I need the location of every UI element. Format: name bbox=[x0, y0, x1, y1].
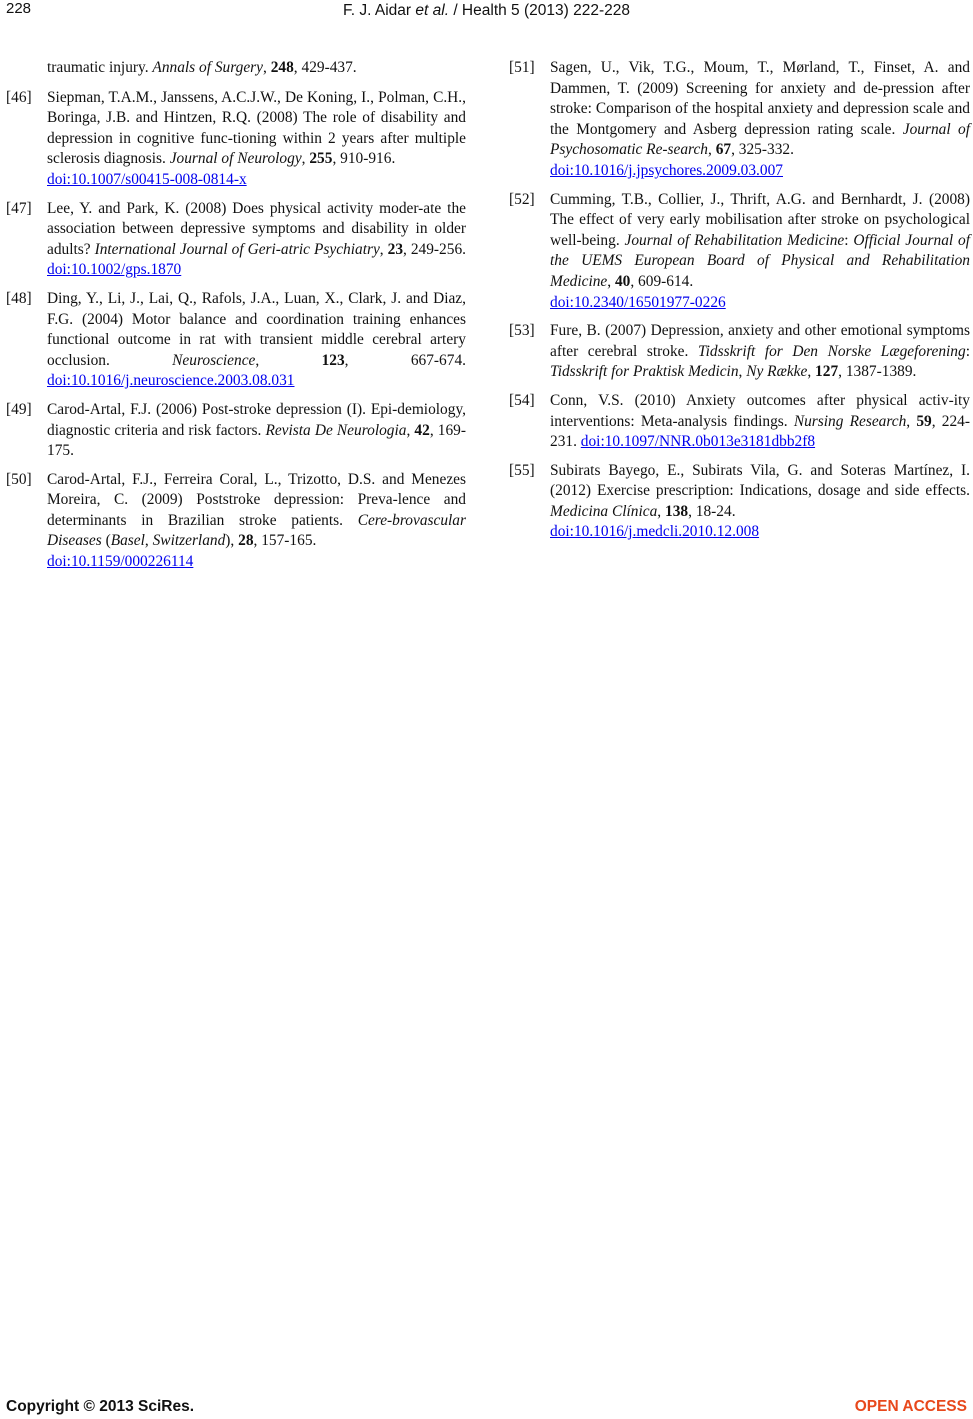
ref-number: [46] bbox=[6, 88, 32, 106]
right-column bbox=[509, 58, 970, 551]
ref-journal: Journal of Rehabilitation Medicine bbox=[624, 231, 845, 249]
ref-sep: , bbox=[379, 240, 388, 258]
doi-link[interactable]: doi:10.1097/NNR.0b013e3181dbb2f8 bbox=[580, 433, 816, 451]
ref-number: [51] bbox=[509, 59, 535, 76]
ref-number: [53] bbox=[509, 322, 535, 340]
ref-sep: , bbox=[738, 363, 747, 381]
ref-text: Siepman, T.A.M., Janssens, A.C.J.W., De Koning, I., Polman, C.H., Boringa, J.B. and Hintzen, R.Q. (2008) The role of disability and depression in cognitive func-tioning within 2 years after multiple sclerosis diagnosis. bbox=[47, 88, 466, 168]
ref-text: Sagen, U., Vik, T.G., Moum, T., Mørland, T., Finset, A. and Dammen, T. (2009) Screening for anxiety and de-pression after stroke: Comparison of the hospital anxiety and depression scale and the Montgomery and Asberg depression rating scale. bbox=[550, 59, 970, 138]
ref-number: [48] bbox=[6, 289, 32, 307]
ref-journal: Cere-brovascular Diseases bbox=[47, 511, 466, 550]
ref-sep: , bbox=[255, 351, 322, 369]
ref-pages: , 609-614. bbox=[630, 272, 694, 290]
ref-pages: , 667-674. bbox=[344, 351, 466, 369]
ref-sep: , bbox=[708, 141, 716, 159]
ref-sep: , bbox=[807, 363, 816, 381]
ref-volume: 59 bbox=[916, 412, 932, 430]
doi-link[interactable]: doi:10.1002/gps.1870 bbox=[47, 261, 182, 279]
ref-sep: , bbox=[144, 532, 153, 550]
ref-sep: : bbox=[844, 231, 854, 249]
ref-sep: , bbox=[657, 502, 665, 520]
ref-sep: , bbox=[906, 412, 917, 430]
ref-volume: 127 bbox=[815, 363, 839, 381]
ref-text: Cumming, T.B., Collier, J., Thrift, A.G. and Bernhardt, J. (2008) The effect of very early mobilisation after stroke on psychological well-being. bbox=[550, 190, 970, 249]
doi-link[interactable]: doi:10.1159/000226114 bbox=[47, 553, 194, 571]
ref-text: traumatic injury. bbox=[47, 59, 153, 76]
ref-pages: , 429-437. bbox=[293, 59, 357, 76]
ref-volume: 138 bbox=[665, 502, 689, 520]
ref-journal: Neuroscience bbox=[172, 351, 256, 369]
ref-journal: Tidsskrift for Praktisk Medicin bbox=[550, 363, 739, 381]
ref-text: Subirats Bayego, E., Subirats Vila, G. and Soteras Martínez, I. (2012) Exercise prescription: Indications, dosage and side effects. bbox=[550, 461, 970, 500]
ref-number: [49] bbox=[6, 400, 32, 418]
ref-journal: Journal of Neurology bbox=[169, 150, 302, 168]
doi-link[interactable]: doi:10.1016/j.neuroscience.2003.08.031 bbox=[47, 372, 295, 390]
ref-number: [52] bbox=[509, 190, 535, 208]
doi-link[interactable]: doi:10.2340/16501977-0226 bbox=[550, 293, 726, 311]
reference-49 bbox=[6, 400, 466, 462]
ref-pages: , 224-231. bbox=[550, 412, 970, 451]
ref-text: Carod-Artal, F.J. (2006) Post-stroke depression (I). Epi-demiology, diagnostic criteria and risk factors. bbox=[47, 400, 466, 439]
reference-54 bbox=[509, 391, 970, 453]
header-journal-info: / Health 5 (2013) 222-228 bbox=[449, 2, 630, 19]
ref-journal: Tidsskrift for Den Norske Lægeforening bbox=[697, 342, 966, 360]
doi-link[interactable]: doi:10.1016/j.medcli.2010.12.008 bbox=[550, 523, 760, 541]
ref-number: [55] bbox=[509, 461, 535, 479]
ref-journal: Official Journal of the UEMS European Board of Physical and Rehabilitation Medicine bbox=[550, 231, 971, 290]
reference-51 bbox=[509, 58, 970, 182]
header-etal: et al. bbox=[415, 2, 450, 19]
ref-sep: , bbox=[607, 272, 615, 290]
ref-volume: 28 bbox=[238, 532, 254, 550]
reference-50 bbox=[6, 470, 466, 573]
ref-journal: Annals of Surgery bbox=[152, 59, 263, 76]
reference-53 bbox=[509, 321, 970, 383]
ref-volume: 42 bbox=[414, 421, 430, 439]
reference-48 bbox=[6, 289, 466, 392]
ref-journal: Ny Række bbox=[746, 363, 808, 381]
ref-text: Ding, Y., Li, J., Lai, Q., Rafols, J.A., Luan, X., Clark, J. and Diaz, F.G. (2004) Motor balance and coordination training enhances functional outcome in rat with transient middle cerebral artery occlusion. bbox=[47, 289, 466, 369]
ref-text: Lee, Y. and Park, K. (2008) Does physical activity moder-ate the association between depressive symptoms and disability in older adults? bbox=[47, 199, 466, 258]
ref-volume: 255 bbox=[309, 150, 333, 168]
ref-place: Basel bbox=[110, 532, 145, 550]
doi-link[interactable]: doi:10.1016/j.jpsychores.2009.03.007 bbox=[550, 161, 783, 179]
ref-journal: Revista De Neurologia bbox=[265, 421, 407, 439]
ref-journal: Nursing Research bbox=[793, 412, 907, 430]
reference-55 bbox=[509, 461, 970, 543]
ref-pages: , 910-916. bbox=[332, 150, 396, 168]
ref-volume: 23 bbox=[387, 240, 404, 258]
footer-copyright: Copyright © 2013 SciRes. bbox=[6, 1398, 195, 1415]
ref-sep: ), bbox=[225, 532, 239, 550]
ref-sep: , bbox=[263, 59, 271, 76]
ref-sep: : bbox=[965, 342, 970, 360]
reference-46 bbox=[6, 88, 466, 191]
reference-47 bbox=[6, 199, 466, 281]
ref-journal: Journal of Psychosomatic Re-search bbox=[550, 120, 970, 159]
ref-sep: , bbox=[301, 150, 310, 168]
ref-pages: , 18-24. bbox=[688, 502, 736, 520]
ref-number: [54] bbox=[509, 391, 535, 409]
footer-open-access: OPEN ACCESS bbox=[854, 1398, 967, 1415]
ref-pages: , 249-256. bbox=[403, 240, 466, 258]
ref-number: [47] bbox=[6, 199, 32, 217]
header-authors: F. J. Aidar bbox=[343, 2, 416, 19]
ref-number: [50] bbox=[6, 470, 32, 488]
left-column bbox=[6, 58, 466, 581]
reference-continuation bbox=[6, 58, 466, 79]
ref-volume: 123 bbox=[321, 351, 345, 369]
ref-text: Carod-Artal, F.J., Ferreira Coral, L., Trizotto, D.S. and Menezes Moreira, C. (2009) Poststroke depression: Preva-lence and determinants in Brazilian stroke patients. bbox=[47, 470, 466, 529]
ref-pages: , 157-165. bbox=[253, 532, 317, 550]
ref-pages: , 1387-1389. bbox=[838, 363, 917, 381]
ref-pages: , 169-175. bbox=[47, 421, 466, 460]
ref-pages: , 325-332. bbox=[731, 141, 794, 159]
doi-link[interactable]: doi:10.1007/s00415-008-0814-x bbox=[47, 170, 247, 188]
running-header bbox=[0, 2, 973, 20]
ref-volume: 67 bbox=[715, 141, 732, 159]
ref-sep: ( bbox=[101, 532, 111, 550]
ref-text: Conn, V.S. (2010) Anxiety outcomes after physical activ-ity interventions: Meta-analysis findings. bbox=[550, 391, 970, 430]
ref-place: Switzerland bbox=[152, 532, 226, 550]
ref-journal: International Journal of Geri-atric Psychiatry bbox=[94, 240, 380, 258]
ref-volume: 248 bbox=[270, 59, 294, 76]
reference-52 bbox=[509, 190, 970, 314]
ref-sep: , bbox=[406, 421, 415, 439]
ref-journal: Medicina Clínica bbox=[550, 502, 658, 520]
ref-volume: 40 bbox=[614, 272, 631, 290]
ref-text: Fure, B. (2007) Depression, anxiety and other emotional symptoms after cerebral stroke. bbox=[550, 322, 970, 360]
page-number: 228 bbox=[6, 0, 32, 17]
